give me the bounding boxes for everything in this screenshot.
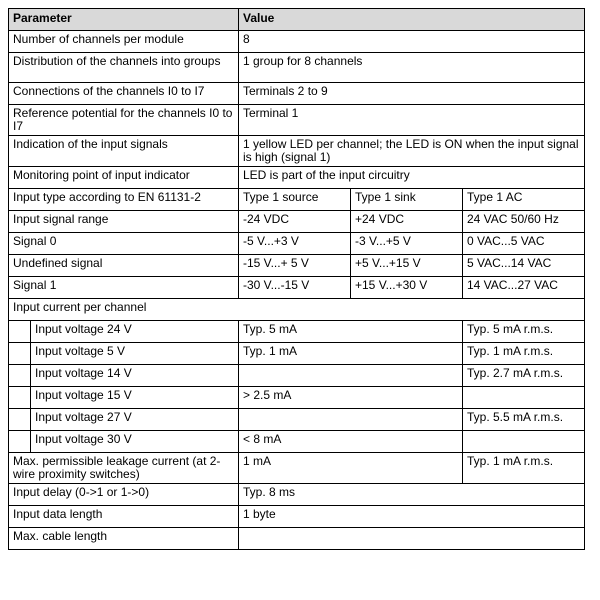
row-signal1: [9, 277, 585, 299]
signal0-sink: -3 V...+5 V: [351, 233, 463, 255]
input-type-ac: Type 1 AC: [463, 189, 585, 211]
row-undefined: [9, 255, 585, 277]
row-signal-range: [9, 211, 585, 233]
signal0-ac: 0 VAC...5 VAC: [463, 233, 585, 255]
label-v5: Input voltage 5 V: [31, 343, 239, 365]
label-v30: Input voltage 30 V: [31, 431, 239, 453]
row-indication: [9, 136, 585, 167]
value-distribution: 1 group for 8 channels: [239, 53, 585, 83]
specification-table: [8, 8, 585, 550]
v30-dc: < 8 mA: [239, 431, 463, 453]
label-monitoring: Monitoring point of input indicator: [9, 167, 239, 189]
leakage-ac: Typ. 1 mA r.m.s.: [463, 453, 585, 484]
leakage-dc: 1 mA: [239, 453, 463, 484]
v5-dc: Typ. 1 mA: [239, 343, 463, 365]
label-cable-length: Max. cable length: [9, 528, 239, 550]
signal1-source: -30 V...-15 V: [239, 277, 351, 299]
row-monitoring: [9, 167, 585, 189]
undefined-sink: +5 V...+15 V: [351, 255, 463, 277]
input-type-sink: Type 1 sink: [351, 189, 463, 211]
label-data-length: Input data length: [9, 506, 239, 528]
row-v15: [9, 387, 585, 409]
label-current-header: Input current per channel: [9, 299, 585, 321]
signal1-ac: 14 VAC...27 VAC: [463, 277, 585, 299]
signal-range-ac: 24 VAC 50/60 Hz: [463, 211, 585, 233]
row-input-type: [9, 189, 585, 211]
indent-cell: [9, 343, 31, 365]
v24-dc: Typ. 5 mA: [239, 321, 463, 343]
label-signal-range: Input signal range: [9, 211, 239, 233]
row-channels: [9, 31, 585, 53]
label-v27: Input voltage 27 V: [31, 409, 239, 431]
row-cable-length: [9, 528, 585, 550]
label-v15: Input voltage 15 V: [31, 387, 239, 409]
value-reference: Terminal 1: [239, 105, 585, 136]
label-channels: Number of channels per module: [9, 31, 239, 53]
row-current-header: [9, 299, 585, 321]
signal0-source: -5 V...+3 V: [239, 233, 351, 255]
v30-ac: [463, 431, 585, 453]
value-channels: 8: [239, 31, 585, 53]
row-reference: [9, 105, 585, 136]
header-parameter: Parameter: [9, 9, 239, 31]
undefined-source: -15 V...+ 5 V: [239, 255, 351, 277]
v14-ac: Typ. 2.7 mA r.m.s.: [463, 365, 585, 387]
row-v27: [9, 409, 585, 431]
header-row: [9, 9, 585, 31]
row-data-length: [9, 506, 585, 528]
value-indication: 1 yellow LED per channel; the LED is ON when the input signal is high (signal 1): [239, 136, 585, 167]
label-input-type: Input type according to EN 61131-2: [9, 189, 239, 211]
signal-range-source: -24 VDC: [239, 211, 351, 233]
signal1-sink: +15 V...+30 V: [351, 277, 463, 299]
label-v24: Input voltage 24 V: [31, 321, 239, 343]
indent-cell: [9, 431, 31, 453]
label-undefined: Undefined signal: [9, 255, 239, 277]
label-reference: Reference potential for the channels I0 to I7: [9, 105, 239, 136]
indent-cell: [9, 321, 31, 343]
label-distribution: Distribution of the channels into groups: [9, 53, 239, 83]
row-signal0: [9, 233, 585, 255]
label-leakage: Max. permissible leakage current (at 2-wire proximity switches): [9, 453, 239, 484]
indent-cell: [9, 387, 31, 409]
v27-ac: Typ. 5.5 mA r.m.s.: [463, 409, 585, 431]
signal-range-sink: +24 VDC: [351, 211, 463, 233]
row-distribution: [9, 53, 585, 83]
v5-ac: Typ. 1 mA r.m.s.: [463, 343, 585, 365]
label-connections: Connections of the channels I0 to I7: [9, 83, 239, 105]
label-v14: Input voltage 14 V: [31, 365, 239, 387]
row-delay: [9, 484, 585, 506]
row-leakage: [9, 453, 585, 484]
value-delay: Typ. 8 ms: [239, 484, 585, 506]
indent-cell: [9, 365, 31, 387]
label-signal1: Signal 1: [9, 277, 239, 299]
v27-dc: [239, 409, 463, 431]
value-connections: Terminals 2 to 9: [239, 83, 585, 105]
indent-cell: [9, 409, 31, 431]
header-value: Value: [239, 9, 585, 31]
undefined-ac: 5 VAC...14 VAC: [463, 255, 585, 277]
v15-dc: > 2.5 mA: [239, 387, 463, 409]
label-signal0: Signal 0: [9, 233, 239, 255]
v15-ac: [463, 387, 585, 409]
v24-ac: Typ. 5 mA r.m.s.: [463, 321, 585, 343]
input-type-source: Type 1 source: [239, 189, 351, 211]
row-connections: [9, 83, 585, 105]
value-cable-length: [239, 528, 585, 550]
v14-dc: [239, 365, 463, 387]
label-delay: Input delay (0->1 or 1->0): [9, 484, 239, 506]
row-v30: [9, 431, 585, 453]
value-data-length: 1 byte: [239, 506, 585, 528]
value-monitoring: LED is part of the input circuitry: [239, 167, 585, 189]
label-indication: Indication of the input signals: [9, 136, 239, 167]
row-v24: [9, 321, 585, 343]
row-v14: [9, 365, 585, 387]
row-v5: [9, 343, 585, 365]
